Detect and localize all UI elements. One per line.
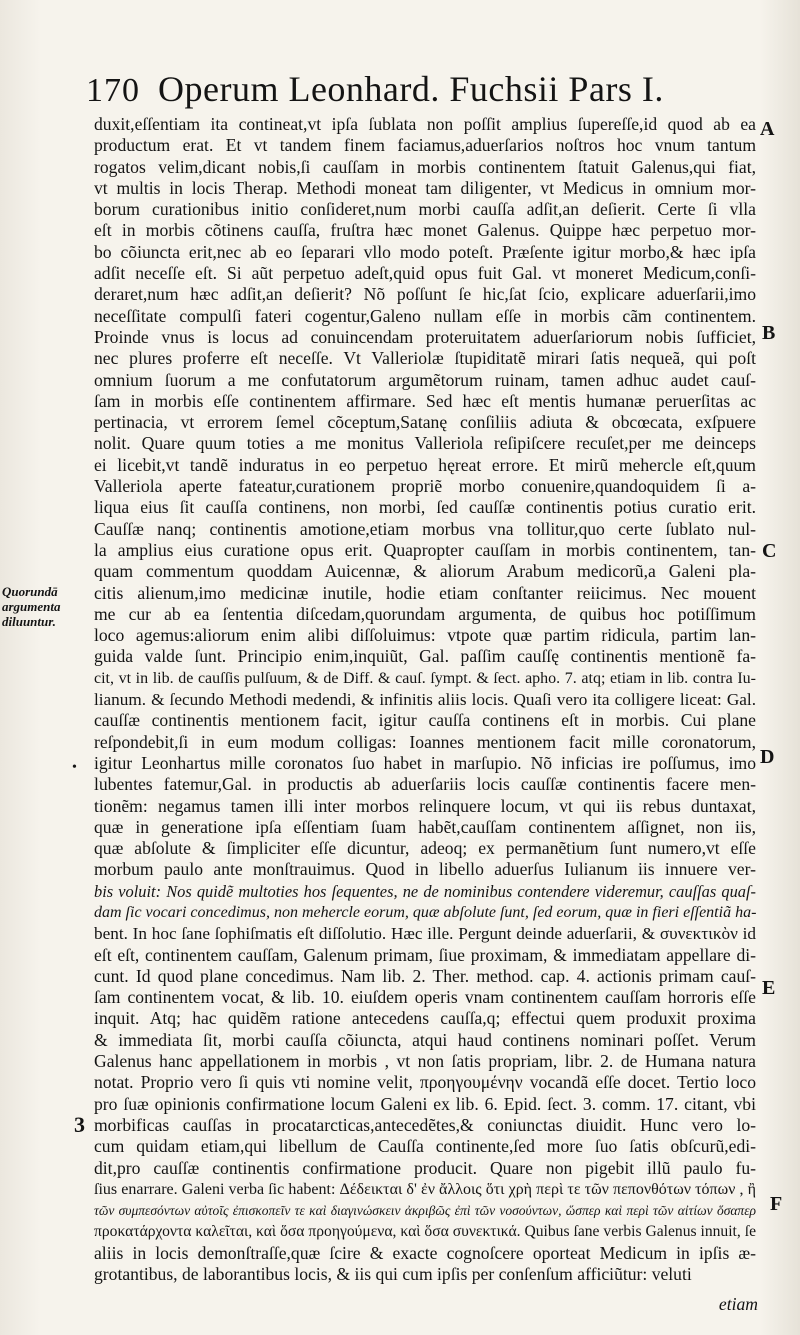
text-line: προκατάρχοντα καλεῖται, καὶ ὅσα προηγούμενα, καὶ ὅσα συνεκτικά. Quibus ſane verbis Galenus innuit, ſe xyxy=(94,1223,756,1241)
text-line: productum erat. Et vt tandem finem faciamus,aduerſarios noſtros hoc vnum tantum xyxy=(94,135,756,156)
text-line: ſam in morbis eſſe continentem affirmare. Sed hæc eſt mentis humanæ peruerſitas ac xyxy=(94,390,756,411)
ink-dot: • xyxy=(72,760,77,775)
text-line: loco agemus:aliorum enim alibi diſſoluimus: vtpote quæ partim ridicula, partim lan- xyxy=(94,625,756,646)
text-line: aliis in locis demonſtraſſe,quæ ſcire & exacte cognoſcere oporteat Medicum in ipſis æ- xyxy=(94,1242,756,1263)
signature-mark: 3 xyxy=(74,1112,85,1137)
text-line: pertinacia, vt errorem ſemel cõceptum,Satanę conſiliis adiuta & obcœcata, exſpuere xyxy=(94,412,756,433)
text-line: igitur Leonhartus mille coronatos ſuo habet in marſupio. Nõ inficias ire poſſumus, imo xyxy=(94,752,756,773)
text-line: eſt in morbis cõtinens cauſſa, fruſtra hæc monet Galenus. Quippe hæc perpetuo mor- xyxy=(94,220,756,241)
text-line-greek: τῶν συμπεσόντων αὐτοῖς ἐπισκοπεῖν τε καὶ διαγινώσκειν ἀκριβῶς ἐπὶ τῶν νοσούντων, ὥσπερ καὶ περὶ τῶν αἰτίων ὅσαπερ xyxy=(94,1203,756,1219)
text-line: liqua eius ſit cauſſa continens, non morbi, ſed cauſſæ continentis potius curatio erit. xyxy=(94,497,756,518)
text-line: lianum. & ſecundo Methodi medendi, & infinitis aliis locis. Quaſi vero ita colligere liceat: Gal. xyxy=(94,690,756,710)
text-line: cum quidam etiam,qui libellum de Cauſſa continente,ſed more ſuo ſatis obſcurũ,edi- xyxy=(94,1136,756,1157)
text-line: quam commentum quoddam Auicennæ, & aliorum Arabum medicorũ,a Galeni pla- xyxy=(94,561,756,582)
text-line: dam ſic vocari concedimus, non mehercle eorum, quæ abſolute ſunt, ſed eorum, quæ in fieri eſſentiã ha- xyxy=(94,903,756,921)
page-number: 170 xyxy=(86,72,140,109)
text-line: nec plures proferre eſt neceſſe. Vt Valleriolæ ſtupiditatẽ mirari ſatis nequeã, qui poſt xyxy=(94,348,756,369)
text-line: ſam continentem vocat, & lib. 10. eiuſdem operis vnam continentem cauſſam horroris eſſe xyxy=(94,987,756,1008)
text-line: Cauſſæ nanq; continentis amotione,etiam morbus vna tollitur,quo certe ſublato nul- xyxy=(94,518,756,539)
text-line: cunt. Id quod plane concedimus. Nam lib. 2. Ther. method. cap. 4. actionis primam cauſ- xyxy=(94,965,756,986)
text-line: tionẽm: negamus tamen illi inter morbos relinquere locum, vt qui iis rebus duntaxat, xyxy=(94,795,756,816)
text-line: neceſſitate compulſi fateri cogentur,Galeno nullam eſſe in morbis cãm continentem. xyxy=(94,305,756,326)
text-line: cauſſæ continentis mentionem facit, igitur cauſſa continens eſt in morbis. Cui plane xyxy=(94,710,756,731)
text-line: Galenus hanc appellationem in morbis , vt non ſatis propriam, libr. 2. de Humana natura xyxy=(94,1051,756,1072)
running-title: Operum Leonhard. Fuchsii Pars I. xyxy=(158,69,664,109)
side-note: Quorundā argumenta diluuntur. xyxy=(2,584,61,629)
text-line: morbum paulo ante monſtrauimus. Quod in libello aduerſus Iulianum iis innuere ver- xyxy=(94,859,756,880)
text-line: vt multis in locis Therap. Methodi moneat tam diligenter, vt Medicus in omnium mor- xyxy=(94,177,756,198)
text-line: omnium ſuorum a me confutatorum argumẽtorum ruinam, tamen adhuc audet cauſ- xyxy=(94,369,756,390)
text-line: rogatos velim,dicant nobis,ſi cauſſam in morbis continentem ſtatuit Galenus,qui fiat, xyxy=(94,156,756,177)
text-line: me cur ab ea ſententia diſcedam,quorundam argumenta, de quibus hoc potiſſimum xyxy=(94,603,756,624)
text-line: quæ abſolute & ſimpliciter eſſe dicuntur, adeoq; ex permanẽtium ſunt numero,vt eſſe xyxy=(94,838,756,859)
text-line: borum curationibus initio conſideret,num morbi cauſſa adſit,an deſierit. Certe ſi vlla xyxy=(94,199,756,220)
text-line: ſius enarrare. Galeni verba ſic habent: Δέδεικται δ' ἐν ἄλλοις ὅτι χρὴ περὶ τε τῶν πεπονθότων τόπων , ἢ xyxy=(94,1180,756,1198)
text-line: & immediata ſit, morbi cauſſa cõiuncta, atqui haud continens nominari poſſet. Verum xyxy=(94,1029,756,1050)
text-line: reſpondebit,ſi in eum modum colligas: Ioannes mentionem facit mille coronatorum, xyxy=(94,731,756,752)
text-line: Proinde vnus is locus ad conuincendam proteruitatem aduerſariorum nobis ſufficiet, xyxy=(94,326,756,347)
text-line: cit, vt in lib. de cauſſis pulſuum, & de Diff. & cauſ. ſympt. & ſect. apho. 7. atq; etiam in lib. contra Iu- xyxy=(94,669,756,687)
text-line: notat. Proprio vero ſi quis vti nomine velit, προηγουμένην vocandã eſſe docet. Tertio loco xyxy=(94,1072,756,1093)
margin-letter-b: B xyxy=(762,322,776,344)
text-line: guida valde ſunt. Principio enim,inquiũt, Gal. paſſim cauſſę continentis mentionẽ fa- xyxy=(94,646,756,667)
text-line: adſit neceſſe eſt. Si aũt perpetuo adeſt,quid opus fuit Gal. vt moneret Medicum,conſi- xyxy=(94,263,756,284)
text-line: dit,pro cauſſæ continentis confirmatione producit. Quare non pigebit illũ paulo fu- xyxy=(94,1157,756,1178)
text-line: bo cõiuncta erit,nec ab eo ſeparari vllo modo poteſt. Præſente igitur morbo,& hæc ipſa xyxy=(94,241,756,262)
text-line: pro ſuæ opinionis confirmatione locum Galeni ex lib. 6. Epid. ſect. 3. comm. 17. citant, vbi xyxy=(94,1093,756,1114)
margin-letter-c: C xyxy=(762,540,777,562)
body-text xyxy=(94,114,756,1285)
text-line: citis alienum,imo medicinæ inutile, hodie etiam conſtanter reiicimus. Nec mouent xyxy=(94,582,756,603)
text-line: nolit. Quare quum toties a me monitus Valleriola reſipiſcere recuſet,per me deinceps xyxy=(94,433,756,454)
text-line: deraret,num hæc adſit,an deſierit? Nõ poſſunt ſe hic,ſat ſcio, explicare aduerſarii,imo xyxy=(94,284,756,305)
text-line: morbificas cauſſas in procatarcticas,antecedẽtes,& coniunctas diuidit. Hunc vero lo- xyxy=(94,1114,756,1135)
text-line: lubentes fatemur,Gal. in productis ab aduerſariis locis cauſſæ continentis facere men- xyxy=(94,774,756,795)
margin-letter-e: E xyxy=(762,977,776,999)
text-line: quæ in generatione ipſa eſſentiam ſuam habẽt,cauſſam continentem aſſignet, non iis, xyxy=(94,816,756,837)
text-line: ei licebit,vt tandẽ induratus in eo perpetuo hęreat errore. Et mirũ mehercle eſt,quum xyxy=(94,454,756,475)
text-line: inquit. Atq; hac quidẽm ratione antecedens cauſſa,q; effectui quem produxit proxima xyxy=(94,1008,756,1029)
text-line: bent. In hoc ſane ſophiſmatis eſt diſſolutio. Hæc ille. Pergunt deinde aduerſarii, & συνεκτικὸν id xyxy=(94,924,756,944)
margin-letter-a: A xyxy=(760,118,775,140)
text-line: duxit,eſſentiam ita contineat,vt ipſa ſublata non poſſit amplius ſupereſſe,id quod ab ea xyxy=(94,114,756,134)
text-line: bis voluit: Nos quidẽ multoties hos ſequentes, ne de nominibus contendere videremur, cauſſas quaſ- xyxy=(94,881,756,901)
catchword: etiam xyxy=(718,1294,758,1314)
text-line: grotantibus, de laborantibus locis, & iis qui cum ipſis per conſenſum afficiũtur: veluti xyxy=(94,1264,692,1285)
page-header xyxy=(86,68,706,112)
text-line: eſt eſt, continentem cauſſam, Galenum primam, ſiue proximam, & immediatam appellare di- xyxy=(94,944,756,965)
text-line: la amplius eius curatione opus erit. Quapropter cauſſam in morbis continentem, tan- xyxy=(94,539,756,560)
text-line: Valleriola aperte fateatur,curationem propriẽ morbo conuenire,quandoquidem ſi a- xyxy=(94,476,756,497)
margin-letter-d: D xyxy=(760,746,775,768)
margin-letter-f: F xyxy=(770,1193,783,1215)
